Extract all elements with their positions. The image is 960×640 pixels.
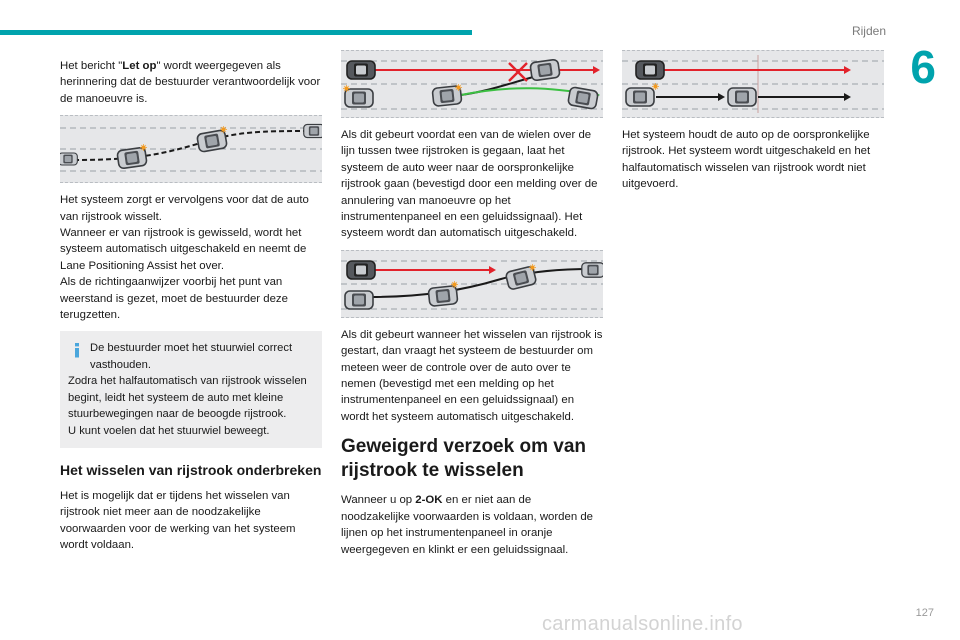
column-1 xyxy=(60,58,322,562)
page-number: 127 xyxy=(915,607,934,619)
car-icon xyxy=(117,147,147,169)
heading-interrupt: Het wisselen van rijstrook onderbreken xyxy=(60,461,322,478)
info-text-first: De bestuurder moet het stuurwiel correct vasthouden. xyxy=(90,342,293,371)
lane-change-diagram xyxy=(60,116,322,182)
car-icon xyxy=(347,61,375,79)
paragraph-interrupt: Het is mogelijk dat er tijdens het wisselen van rijstrook niet meer aan de noodzakelijke voorwaarden voor de werking van het systeem wordt voldaan. xyxy=(60,489,296,552)
info-text-3: U kunt voelen dat het stuurwiel beweegt. xyxy=(68,424,270,437)
car-icon xyxy=(582,263,603,277)
watermark: carmanualsonline.info xyxy=(542,613,743,635)
car-icon xyxy=(626,88,654,106)
car-icon xyxy=(568,87,599,110)
heading-refused-request: Geweigerd verzoek om van rijstrook te wisselen xyxy=(341,436,586,482)
car-icon xyxy=(345,89,373,107)
arrow-icon xyxy=(656,93,725,101)
paragraph-warning-message: Het bericht "Let op" wordt weergegeven als herinnering dat de bestuurder verantwoordelijk voor de manoeuvre is. xyxy=(60,60,321,105)
figure-stay-in-lane xyxy=(622,50,884,118)
paragraph-cancel-before-line: Als dit gebeurt voordat een van de wielen over de lijn tussen twee rijstroken is gegaan, laat het systeem de auto weer naar de oorspronkelijke rijstrook gaan (bevestigd door een melding over de annulering van manoeuvre op het instrumentenpaneel en een geluidssignaal). Het systeem wordt dan automatisch uitgeschakeld. xyxy=(341,129,598,240)
chapter-number: 6 xyxy=(910,41,936,93)
paragraph-cancel-after-start: Als dit gebeurt wanneer het wisselen van rijstrook is gestart, dan vraagt het systeem de bestuurder om meteen weer de controle over de auto over te nemen (bevestigd met een melding op het instrumentenpaneel en een geluidssignaal) en wordt het systeem automatisch uitgeschakeld. xyxy=(341,328,603,423)
figure-lane-change xyxy=(60,115,322,183)
car-icon xyxy=(530,59,560,81)
info-box xyxy=(60,331,322,447)
stay-in-lane-diagram xyxy=(622,51,884,117)
cancel-before-line-diagram xyxy=(341,51,603,117)
info-icon xyxy=(69,342,85,358)
figure-cancel-after-start xyxy=(341,250,603,318)
column-2 xyxy=(341,50,603,566)
car-icon xyxy=(428,285,458,306)
paragraph-refused-request: Wanneer u op 2-OK en er niet aan de noodzakelijke voorwaarden is voldaan, worden de lijnen op het instrumentenpaneel in oranje weergegeven en klinkt er een geluidssignaal. xyxy=(341,494,594,556)
cancel-after-start-diagram xyxy=(341,251,603,317)
car-icon xyxy=(60,153,77,165)
info-text-2: Zodra het halfautomatisch van rijstrook wisselen begint, leidt het systeem de auto met kleine stuurbewegingen naar de beoogde rijstrook. xyxy=(68,375,307,421)
car-icon xyxy=(728,88,756,106)
paragraph-stay-in-lane: Het systeem houdt de auto op de oorspronkelijke rijstrook. Het systeem wordt uitgeschakeld en het halfautomatisch wisselen van rijstrook wordt niet uitgevoerd. xyxy=(622,129,871,191)
figure-cancel-before-line xyxy=(341,50,603,118)
car-icon xyxy=(347,261,375,279)
cross-icon xyxy=(509,63,527,81)
section-name: Rijden xyxy=(851,24,886,38)
car-icon xyxy=(345,291,373,309)
header-accent-bar xyxy=(0,30,472,35)
car-icon xyxy=(304,125,322,138)
car-icon xyxy=(636,61,664,79)
car-icon xyxy=(197,130,228,153)
paragraph-system-behaviour: Het systeem zorgt er vervolgens voor dat de auto van rijstrook wisselt. Wanneer er van rijstrook is gewisseld, wordt het systeem automatisch uitgeschakeld en neemt de Lane Positioning Assist het over. Als de richtingaanwijzer voorbij het punt van weerstand is gezet, moet de bestuurder deze terugzetten. xyxy=(60,194,309,322)
column-3 xyxy=(622,50,884,201)
